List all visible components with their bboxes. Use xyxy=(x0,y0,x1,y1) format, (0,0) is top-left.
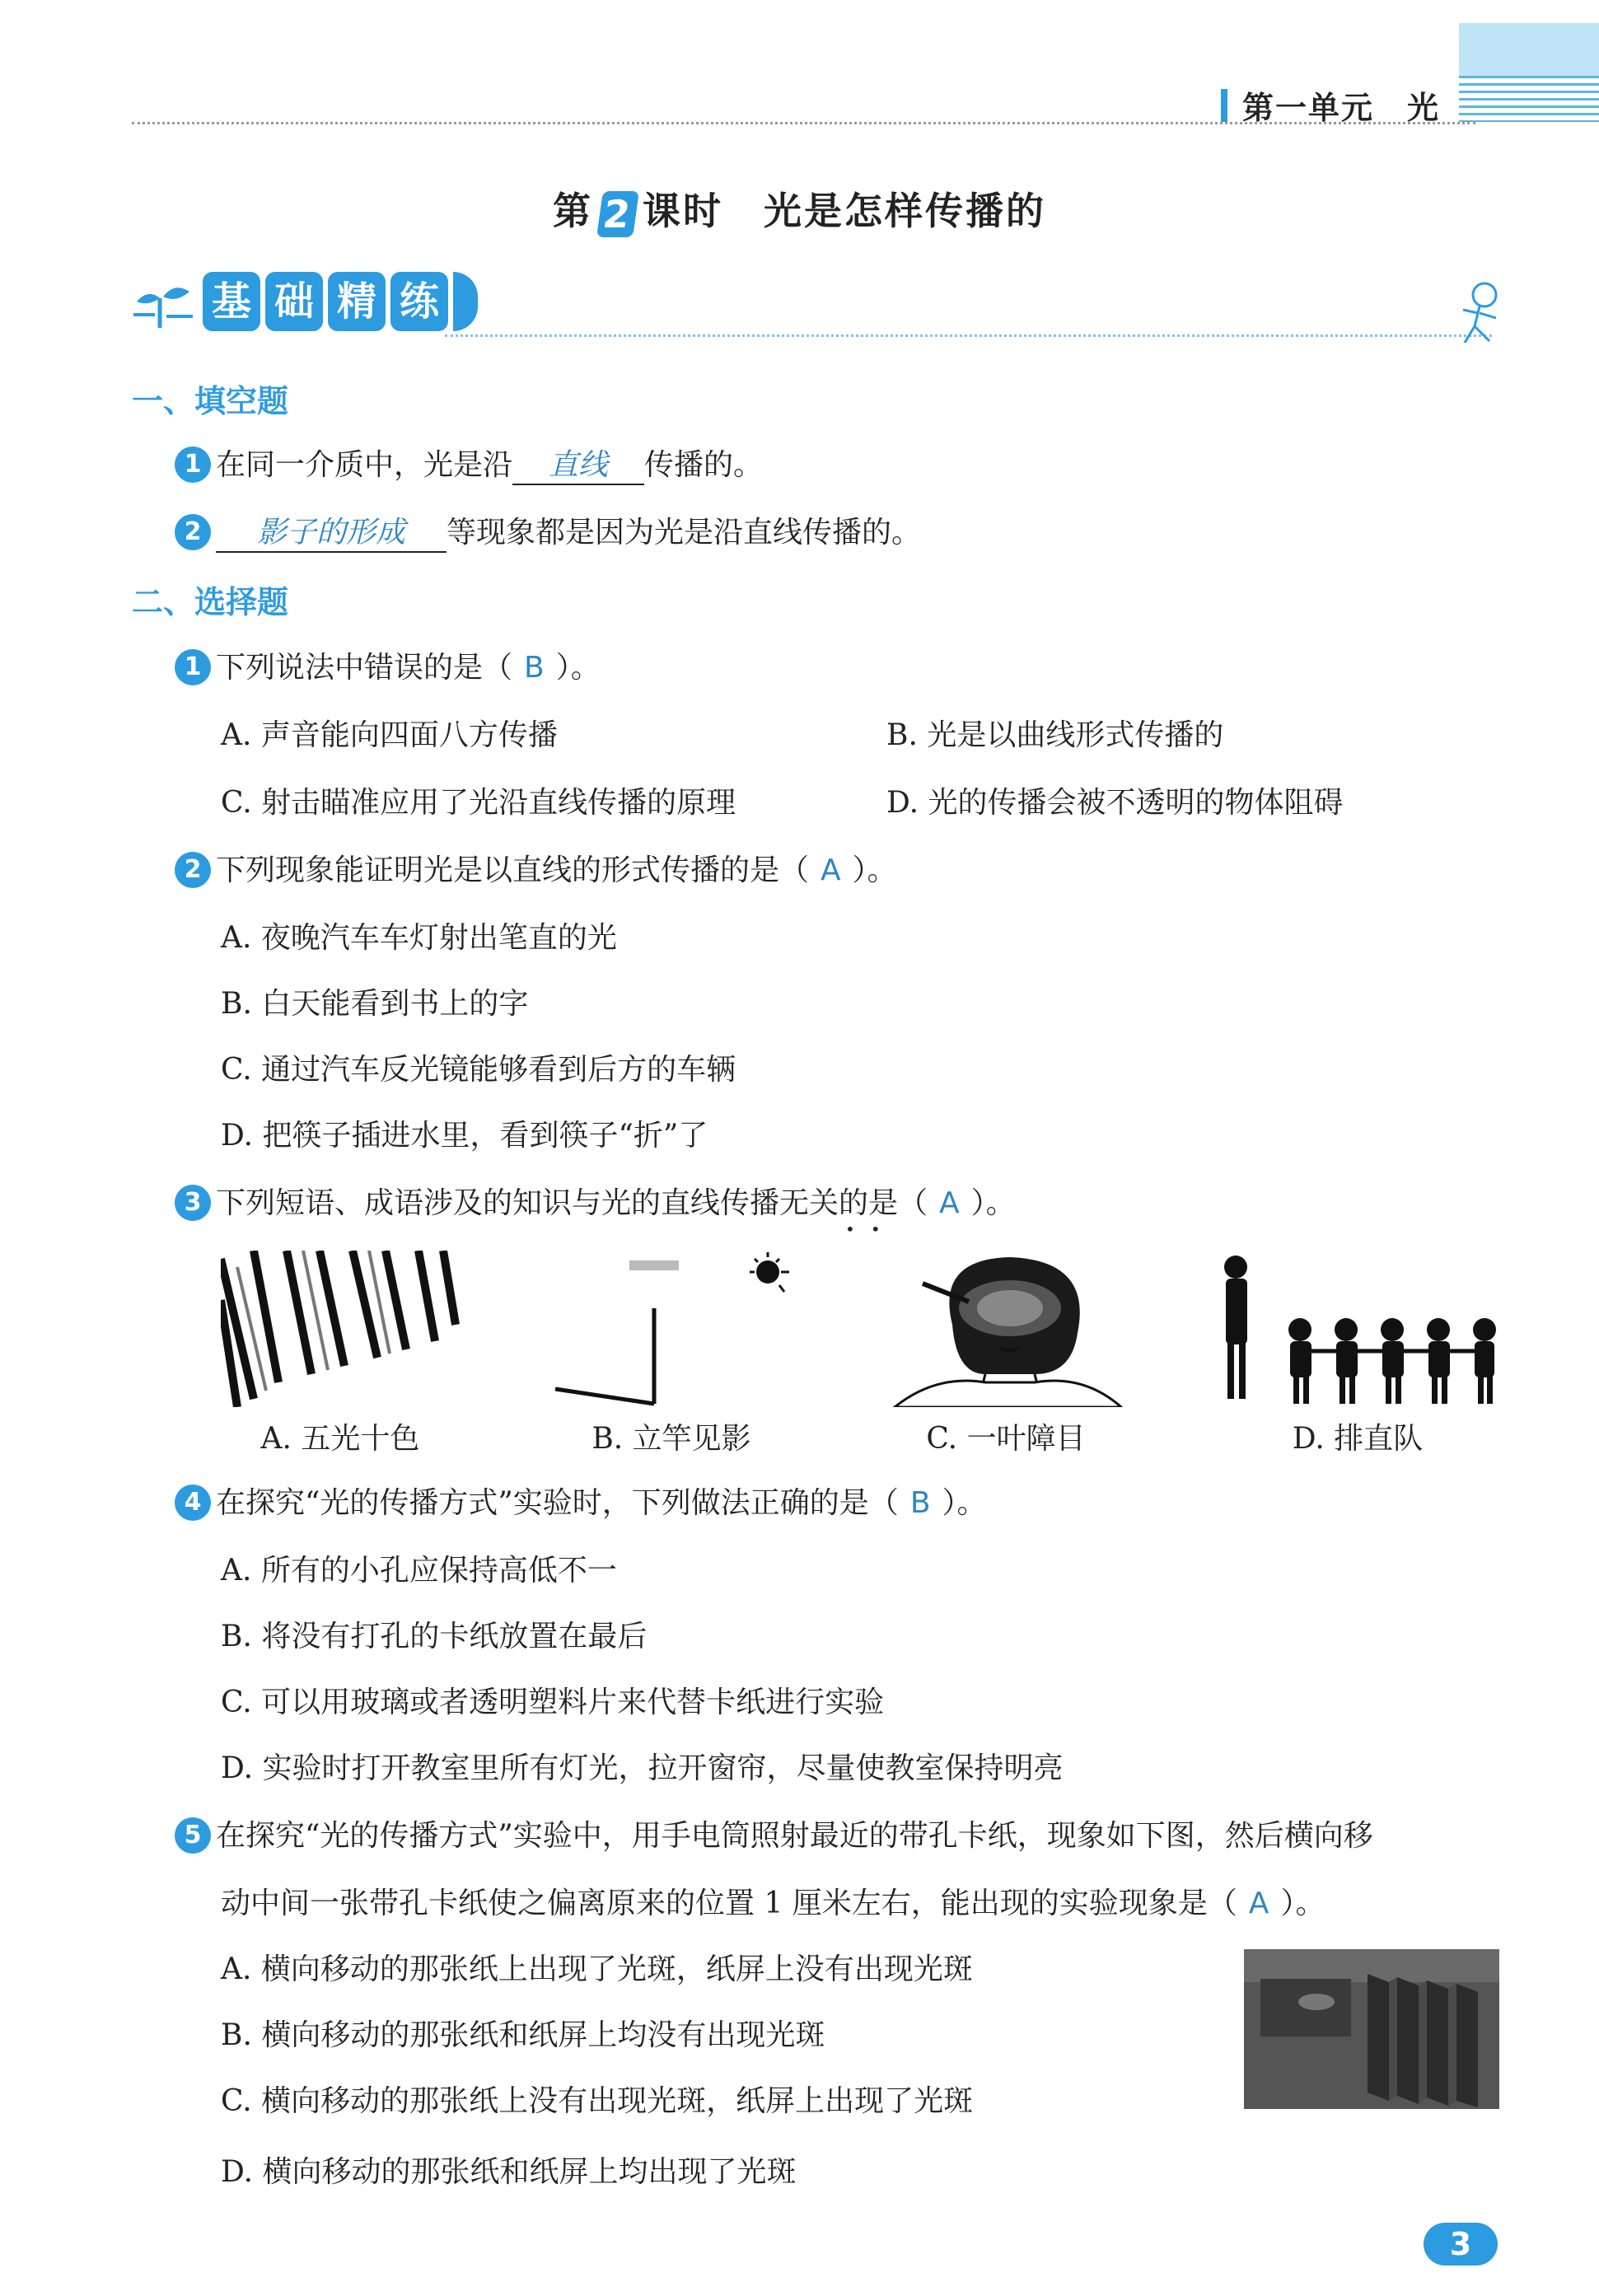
question-text: 等现象都是因为光是沿直线传播的。 xyxy=(447,516,922,549)
running-child-icon xyxy=(1442,277,1516,351)
choice-question-1 xyxy=(175,644,601,688)
option: A. 横向移动的那张纸上出现了光斑，纸屏上没有出现光斑 xyxy=(221,1952,973,1986)
option: C. 横向移动的那张纸上没有出现光斑，纸屏上出现了光斑 xyxy=(221,2084,974,2118)
option: D. 实验时打开教室里所有灯光，拉开窗帘，尽量使教室保持明亮 xyxy=(221,1751,1064,1785)
banner-char: 练 xyxy=(390,272,448,331)
unit-title: 第一单元 光 xyxy=(1242,90,1441,126)
question-text: 在探究“光的传播方式”实验中，用手电筒照射最近的带孔卡纸，现象如下图，然后横向移 xyxy=(216,1819,1373,1853)
question-text: ）。 xyxy=(942,1486,987,1520)
question-text-line2 xyxy=(221,1880,1325,1922)
question-text: 下列短语、成语涉及的知识与光的直线传播无关的是（ xyxy=(216,1186,928,1220)
answer-blank: 影子的形成 xyxy=(216,509,447,553)
banner-char: 基 xyxy=(203,272,260,331)
banner-char: 精 xyxy=(328,272,386,331)
section-fill-title: 一、填空题 xyxy=(132,383,289,419)
question-text: ）。 xyxy=(555,651,601,685)
banner-char: 础 xyxy=(265,272,323,331)
page-number: 3 xyxy=(1424,2223,1498,2266)
answer-text: B xyxy=(524,651,545,685)
choice-question-5 xyxy=(175,1812,1373,1856)
question-text: 下列说法中错误的是（ xyxy=(216,651,513,685)
answer-text: A xyxy=(939,1186,960,1220)
answer-blank: 直线 xyxy=(512,442,644,485)
question-number: 3 xyxy=(175,1185,211,1221)
lesson-number-badge: 2 xyxy=(596,191,639,237)
banner-cap xyxy=(453,272,478,331)
question-number: 5 xyxy=(175,1817,211,1854)
unit-tab-stripes xyxy=(1459,76,1599,122)
option: C. 射击瞄准应用了光沿直线传播的原理 xyxy=(221,786,736,820)
leaf-over-eyes-image xyxy=(886,1251,1125,1407)
image-caption: C. 一叶障目 xyxy=(926,1422,1086,1456)
question-number: 2 xyxy=(175,852,211,888)
option: D. 光的传播会被不透明的物体阻碍 xyxy=(886,786,1344,820)
option: B. 将没有打孔的卡纸放置在最后 xyxy=(221,1620,648,1653)
option: C. 通过汽车反光镜能够看到后方的车辆 xyxy=(221,1053,736,1087)
question-text: 传播的。 xyxy=(644,448,764,482)
option: D. 把筷子插进水里，看到筷子“折”了 xyxy=(221,1119,708,1153)
emphasis-dots: • • xyxy=(845,1219,881,1239)
question-text: ）。 xyxy=(852,853,897,887)
question-text: 在探究“光的传播方式”实验时，下列做法正确的是（ xyxy=(216,1486,899,1520)
image-caption: B. 立竿见影 xyxy=(591,1422,751,1456)
option: A. 所有的小孔应保持高低不一 xyxy=(221,1554,617,1588)
question-number: 4 xyxy=(175,1485,211,1521)
answer-text: B xyxy=(909,1486,931,1520)
choice-question-4 xyxy=(175,1480,987,1523)
sprout-icon xyxy=(130,274,196,331)
question-text: ）。 xyxy=(970,1186,1016,1220)
answer-text: A xyxy=(1248,1887,1269,1920)
answer-text: A xyxy=(821,853,841,887)
section-banner xyxy=(203,272,478,336)
fill-question-2 xyxy=(175,509,921,553)
lesson-title xyxy=(0,181,1599,237)
option: A. 声音能向四面八方传播 xyxy=(221,718,558,752)
choice-question-3 xyxy=(175,1180,1016,1223)
question-number: 1 xyxy=(175,649,211,685)
section-choice-title: 二、选择题 xyxy=(132,584,289,620)
children-in-line-image xyxy=(1218,1251,1498,1407)
option: B. 光是以曲线形式传播的 xyxy=(886,718,1224,752)
question-number: 1 xyxy=(175,447,211,483)
question-text: 下列现象能证明光是以直线的形式传播的是（ xyxy=(216,853,810,887)
lesson-title-prefix: 第 xyxy=(553,189,593,233)
banner-divider xyxy=(445,334,1492,337)
option: D. 横向移动的那张纸和纸屏上均出现了光斑 xyxy=(221,2155,797,2189)
pole-shadow-image xyxy=(552,1251,791,1407)
question-text: ）。 xyxy=(1280,1887,1325,1920)
option: C. 可以用玻璃或者透明塑料片来代替卡纸进行实验 xyxy=(221,1686,885,1719)
unit-marker xyxy=(1221,89,1227,122)
image-caption: A. 五光十色 xyxy=(260,1422,420,1456)
choice-question-2 xyxy=(175,847,897,891)
option: B. 白天能看到书上的字 xyxy=(221,987,529,1021)
experiment-photo xyxy=(1244,1949,1499,2109)
question-number: 2 xyxy=(175,514,211,550)
colored-pencils-image xyxy=(221,1251,460,1407)
lesson-title-text: 课时 光是怎样传播的 xyxy=(643,189,1046,233)
question-text: 动中间一张带孔卡纸使之偏离原来的位置 1 厘米左右，能出现的实验现象是（ xyxy=(221,1887,1237,1920)
image-caption: D. 排直队 xyxy=(1292,1422,1424,1456)
fill-question-1 xyxy=(175,442,763,485)
question-text: 在同一介质中，光是沿 xyxy=(216,448,513,482)
option: A. 夜晚汽车车灯射出笔直的光 xyxy=(221,921,617,955)
option: B. 横向移动的那张纸和纸屏上均没有出现光斑 xyxy=(221,2018,825,2052)
